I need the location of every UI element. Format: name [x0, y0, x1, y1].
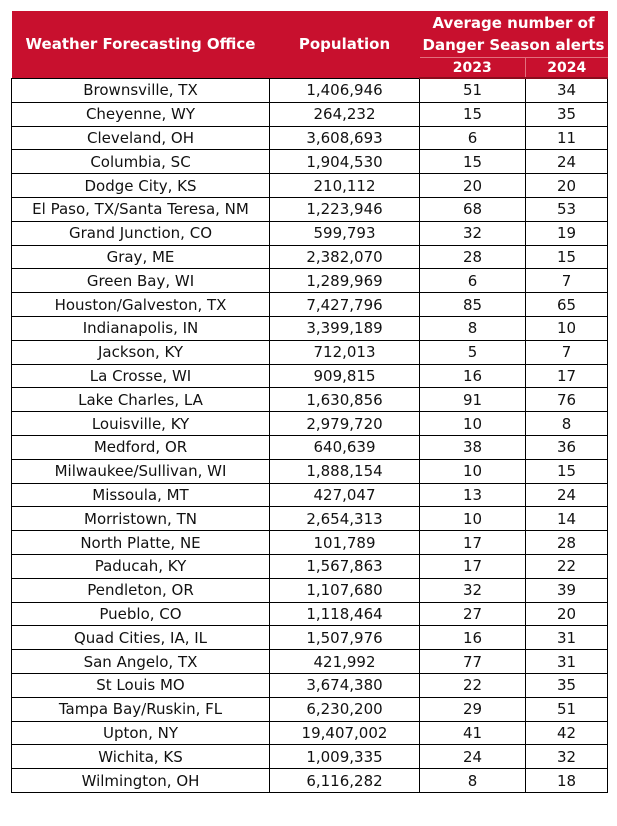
table-row [12, 650, 608, 674]
cell-office: Pueblo, CO [12, 602, 270, 626]
cell-population: 210,112 [270, 174, 420, 198]
cell-alerts-2024: 8 [526, 412, 608, 436]
cell-alerts-2024: 34 [526, 78, 608, 102]
cell-office: Paducah, KY [12, 554, 270, 578]
cell-alerts-2023: 16 [420, 364, 526, 388]
cell-alerts-2023: 17 [420, 554, 526, 578]
table-row [12, 150, 608, 174]
alerts-table [11, 11, 608, 793]
cell-alerts-2023: 20 [420, 174, 526, 198]
cell-population: 1,009,335 [270, 745, 420, 769]
cell-office: Quad Cities, IA, IL [12, 626, 270, 650]
header-average-alerts: Average number of Danger Season alerts [420, 11, 608, 58]
cell-population: 1,630,856 [270, 388, 420, 412]
cell-population: 1,107,680 [270, 578, 420, 602]
table-row [12, 435, 608, 459]
table-row [12, 412, 608, 436]
cell-office: Brownsville, TX [12, 78, 270, 102]
cell-alerts-2024: 20 [526, 174, 608, 198]
cell-office: El Paso, TX/Santa Teresa, NM [12, 197, 270, 221]
cell-alerts-2023: 32 [420, 221, 526, 245]
cell-population: 2,654,313 [270, 507, 420, 531]
table-row [12, 554, 608, 578]
cell-alerts-2023: 8 [420, 769, 526, 793]
cell-alerts-2023: 16 [420, 626, 526, 650]
cell-alerts-2024: 42 [526, 721, 608, 745]
cell-office: Cleveland, OH [12, 126, 270, 150]
cell-alerts-2023: 5 [420, 340, 526, 364]
cell-office: Wichita, KS [12, 745, 270, 769]
table-row [12, 340, 608, 364]
cell-alerts-2024: 22 [526, 554, 608, 578]
cell-population: 1,118,464 [270, 602, 420, 626]
cell-office: Columbia, SC [12, 150, 270, 174]
table-row [12, 483, 608, 507]
cell-office: Wilmington, OH [12, 769, 270, 793]
cell-alerts-2024: 7 [526, 340, 608, 364]
cell-population: 712,013 [270, 340, 420, 364]
cell-population: 6,230,200 [270, 697, 420, 721]
cell-alerts-2024: 15 [526, 245, 608, 269]
cell-alerts-2024: 15 [526, 459, 608, 483]
cell-alerts-2024: 18 [526, 769, 608, 793]
header-population: Population [270, 11, 420, 78]
cell-office: Medford, OR [12, 435, 270, 459]
table-row [12, 78, 608, 102]
cell-alerts-2024: 28 [526, 531, 608, 555]
cell-alerts-2024: 76 [526, 388, 608, 412]
cell-population: 1,289,969 [270, 269, 420, 293]
cell-population: 1,904,530 [270, 150, 420, 174]
cell-office: Gray, ME [12, 245, 270, 269]
cell-office: Lake Charles, LA [12, 388, 270, 412]
table-row [12, 174, 608, 198]
cell-population: 19,407,002 [270, 721, 420, 745]
cell-population: 264,232 [270, 102, 420, 126]
cell-alerts-2024: 32 [526, 745, 608, 769]
table-row [12, 697, 608, 721]
cell-office: Green Bay, WI [12, 269, 270, 293]
cell-alerts-2024: 53 [526, 197, 608, 221]
cell-alerts-2023: 27 [420, 602, 526, 626]
cell-population: 1,406,946 [270, 78, 420, 102]
table-body [12, 78, 608, 792]
cell-alerts-2023: 85 [420, 293, 526, 317]
cell-alerts-2023: 6 [420, 126, 526, 150]
table-row [12, 102, 608, 126]
table-row [12, 293, 608, 317]
cell-population: 1,888,154 [270, 459, 420, 483]
cell-population: 1,507,976 [270, 626, 420, 650]
header-office: Weather Forecasting Office [12, 11, 270, 78]
cell-alerts-2023: 15 [420, 102, 526, 126]
cell-alerts-2023: 24 [420, 745, 526, 769]
table-row [12, 221, 608, 245]
cell-population: 640,639 [270, 435, 420, 459]
cell-alerts-2024: 17 [526, 364, 608, 388]
cell-alerts-2024: 14 [526, 507, 608, 531]
cell-office: Grand Junction, CO [12, 221, 270, 245]
alerts-table-container [11, 11, 607, 793]
cell-population: 6,116,282 [270, 769, 420, 793]
cell-alerts-2023: 13 [420, 483, 526, 507]
table-row [12, 531, 608, 555]
cell-population: 3,399,189 [270, 316, 420, 340]
table-row [12, 507, 608, 531]
cell-population: 909,815 [270, 364, 420, 388]
table-row [12, 459, 608, 483]
cell-alerts-2024: 24 [526, 150, 608, 174]
cell-alerts-2023: 10 [420, 507, 526, 531]
cell-alerts-2024: 7 [526, 269, 608, 293]
table-row [12, 245, 608, 269]
cell-alerts-2024: 36 [526, 435, 608, 459]
cell-alerts-2024: 24 [526, 483, 608, 507]
table-row [12, 602, 608, 626]
cell-office: La Crosse, WI [12, 364, 270, 388]
table-row [12, 316, 608, 340]
cell-alerts-2024: 19 [526, 221, 608, 245]
cell-alerts-2023: 8 [420, 316, 526, 340]
cell-alerts-2024: 31 [526, 650, 608, 674]
cell-alerts-2024: 35 [526, 673, 608, 697]
cell-office: North Platte, NE [12, 531, 270, 555]
cell-office: Morristown, TN [12, 507, 270, 531]
cell-alerts-2023: 22 [420, 673, 526, 697]
table-row [12, 197, 608, 221]
cell-population: 1,567,863 [270, 554, 420, 578]
table-row [12, 126, 608, 150]
cell-alerts-2024: 11 [526, 126, 608, 150]
cell-alerts-2024: 35 [526, 102, 608, 126]
cell-office: Tampa Bay/Ruskin, FL [12, 697, 270, 721]
cell-office: Milwaukee/Sullivan, WI [12, 459, 270, 483]
cell-office: Houston/Galveston, TX [12, 293, 270, 317]
cell-office: Missoula, MT [12, 483, 270, 507]
cell-population: 599,793 [270, 221, 420, 245]
cell-alerts-2024: 31 [526, 626, 608, 650]
cell-alerts-2024: 65 [526, 293, 608, 317]
cell-population: 101,789 [270, 531, 420, 555]
cell-alerts-2023: 41 [420, 721, 526, 745]
cell-office: Jackson, KY [12, 340, 270, 364]
table-row [12, 269, 608, 293]
cell-office: Indianapolis, IN [12, 316, 270, 340]
cell-alerts-2023: 17 [420, 531, 526, 555]
cell-office: Upton, NY [12, 721, 270, 745]
cell-office: Cheyenne, WY [12, 102, 270, 126]
cell-office: San Angelo, TX [12, 650, 270, 674]
cell-office: Louisville, KY [12, 412, 270, 436]
cell-alerts-2023: 77 [420, 650, 526, 674]
cell-population: 3,608,693 [270, 126, 420, 150]
table-row [12, 578, 608, 602]
cell-alerts-2023: 38 [420, 435, 526, 459]
cell-alerts-2023: 91 [420, 388, 526, 412]
cell-alerts-2023: 10 [420, 459, 526, 483]
cell-population: 421,992 [270, 650, 420, 674]
table-row [12, 673, 608, 697]
cell-alerts-2023: 6 [420, 269, 526, 293]
cell-population: 1,223,946 [270, 197, 420, 221]
cell-alerts-2023: 15 [420, 150, 526, 174]
table-header [12, 11, 608, 78]
cell-alerts-2024: 39 [526, 578, 608, 602]
table-row [12, 721, 608, 745]
cell-office: Pendleton, OR [12, 578, 270, 602]
cell-alerts-2024: 20 [526, 602, 608, 626]
cell-population: 7,427,796 [270, 293, 420, 317]
cell-alerts-2024: 10 [526, 316, 608, 340]
cell-office: Dodge City, KS [12, 174, 270, 198]
cell-population: 2,382,070 [270, 245, 420, 269]
cell-population: 427,047 [270, 483, 420, 507]
cell-alerts-2023: 68 [420, 197, 526, 221]
cell-office: St Louis MO [12, 673, 270, 697]
cell-alerts-2024: 51 [526, 697, 608, 721]
cell-population: 2,979,720 [270, 412, 420, 436]
cell-population: 3,674,380 [270, 673, 420, 697]
table-row [12, 745, 608, 769]
cell-alerts-2023: 32 [420, 578, 526, 602]
table-row [12, 388, 608, 412]
header-year-2024: 2024 [526, 58, 608, 79]
cell-alerts-2023: 28 [420, 245, 526, 269]
table-row [12, 364, 608, 388]
table-row [12, 626, 608, 650]
cell-alerts-2023: 51 [420, 78, 526, 102]
cell-alerts-2023: 10 [420, 412, 526, 436]
cell-alerts-2023: 29 [420, 697, 526, 721]
table-row [12, 769, 608, 793]
header-year-2023: 2023 [420, 58, 526, 79]
